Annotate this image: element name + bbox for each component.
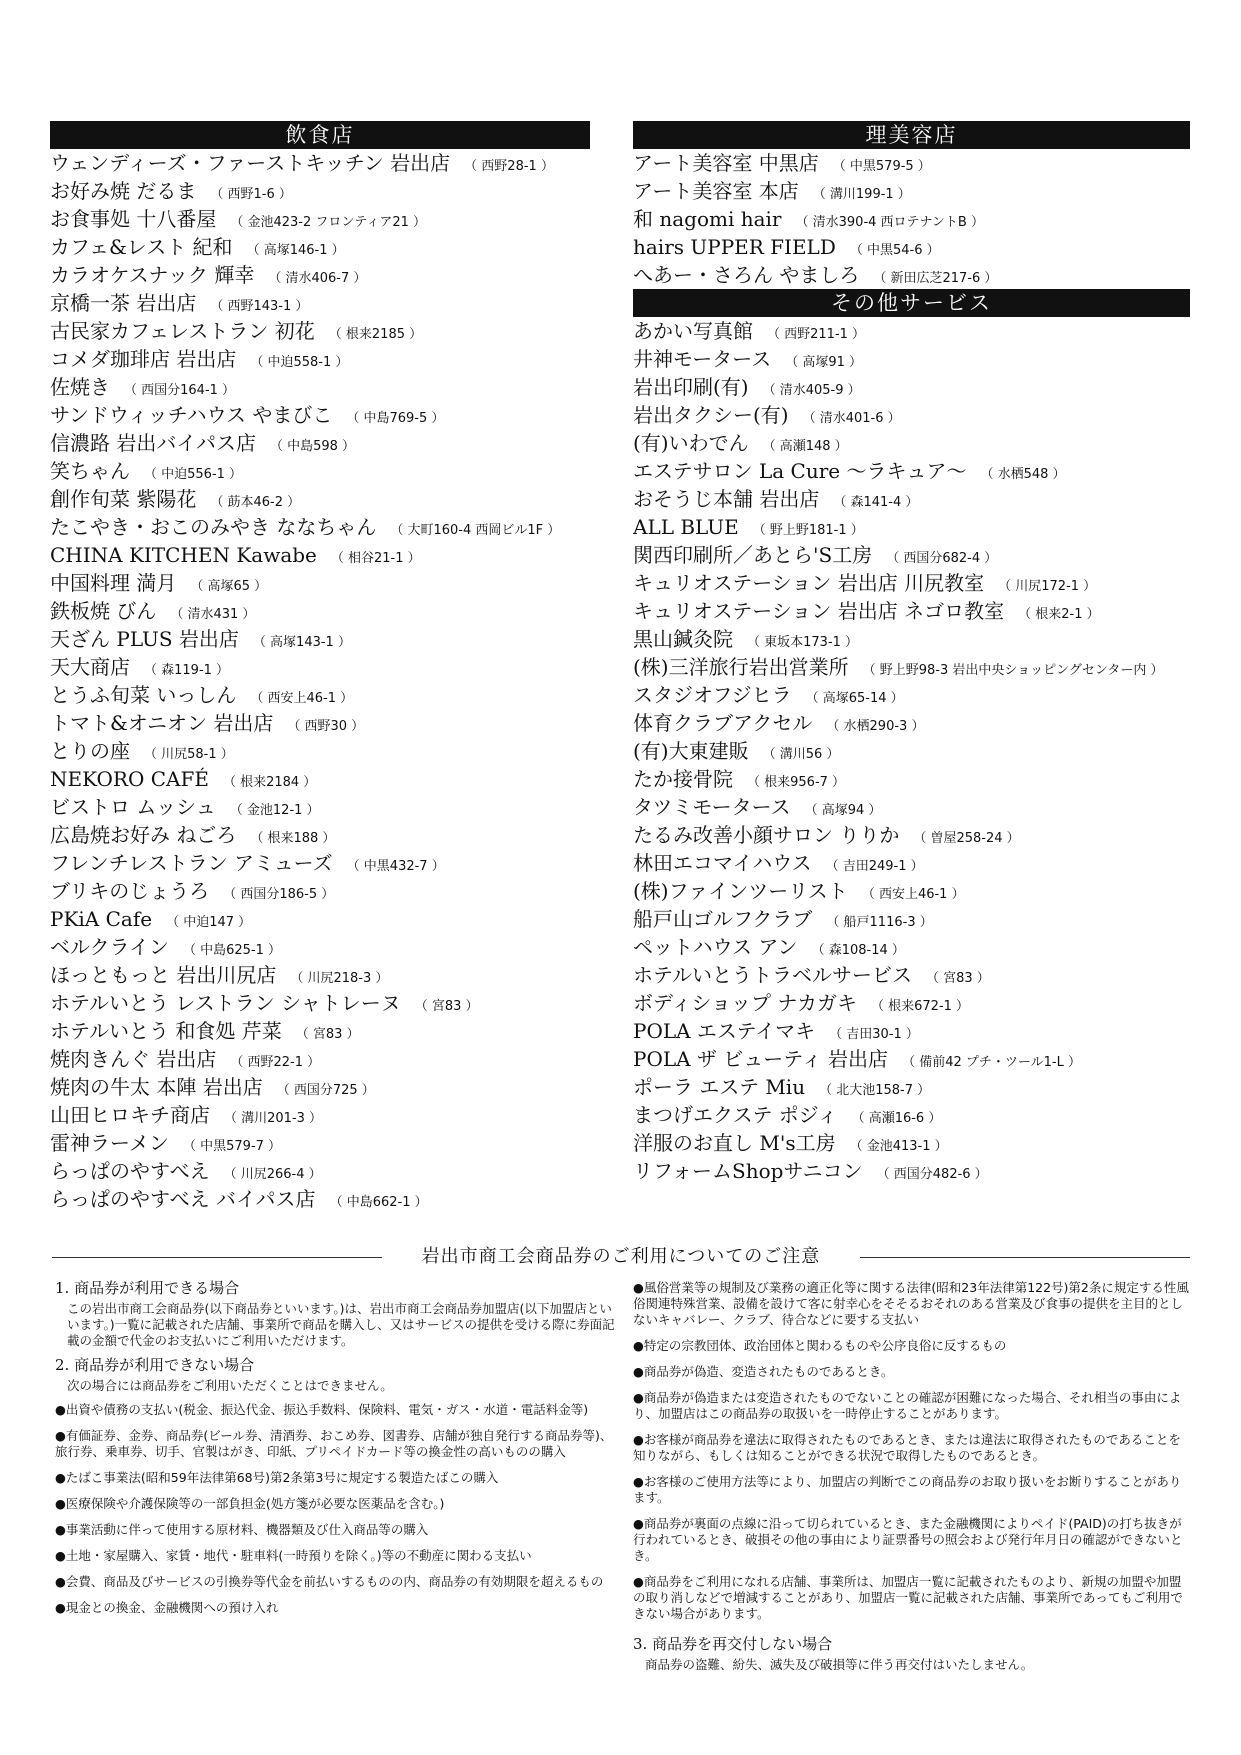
shop-address: （ 溝川201-3 ）	[224, 1111, 323, 1126]
shop-name: キュリオステーション 岩出店 ネゴロ教室	[633, 599, 1005, 623]
shop-name: (株)三洋旅行岩出営業所	[633, 655, 849, 679]
shop-name: 林田エコマイハウス	[633, 851, 812, 875]
shop-name: フレンチレストラン アミューズ	[50, 851, 333, 875]
shop-address: （ 根来2-1 ）	[1018, 607, 1100, 622]
shop-name: ベルクライン	[50, 935, 169, 959]
shop-address: （ 森141-4 ）	[833, 495, 919, 510]
notice-item: ●事業活動に伴って使用する原材料、機器類及び仕入商品等の購入	[55, 1522, 429, 1537]
restaurant-entry	[50, 429, 590, 457]
notice-item: ●土地・家屋購入、家賃・地代・駐車料(一時預りを除く。)等の不動産に関わる支払い	[55, 1548, 532, 1563]
shop-name: らっぱのやすべえ	[50, 1159, 210, 1183]
service-entry	[633, 541, 1190, 569]
service-entry	[633, 625, 1190, 653]
shop-address: （ 根来672-1 ）	[870, 999, 970, 1014]
restaurant-entry	[50, 513, 590, 541]
service-entry	[633, 457, 1190, 485]
shop-address: （ 高塚146-1 ）	[246, 243, 345, 258]
shop-address: （ 根来2184 ）	[222, 775, 317, 790]
beauty-salon-entry	[633, 177, 1190, 205]
notice-left-column	[55, 1280, 615, 1626]
shop-name: 京橋一茶 岩出店	[50, 291, 197, 315]
service-entry	[633, 989, 1190, 1017]
notice-items-right	[633, 1280, 1193, 1622]
notice-title	[52, 1244, 1190, 1270]
restaurant-entry	[50, 345, 590, 373]
shop-address: （ 曽屋258-24 ）	[913, 831, 1020, 846]
shop-name: あかい写真館	[633, 319, 753, 343]
restaurant-entry	[50, 849, 590, 877]
shop-address: （ 北大池158-7 ）	[819, 1083, 931, 1098]
service-entry	[633, 429, 1190, 457]
shop-name: CHINA KITCHEN Kawabe	[50, 543, 317, 567]
notice-item: ●商品券が裏面の点線に沿って切られているとき、また金融機関によりペイド(PAID)の打ち抜きが行われているとき、破損その他の事由により証票番号の照会および発行年月日の確認ができないとき。	[633, 1516, 1183, 1563]
shop-address: （ 森108-14 ）	[811, 943, 905, 958]
other-services-list	[633, 317, 1190, 1185]
shop-address: （ 川尻58-1 ）	[144, 747, 234, 762]
restaurants-header: 飲食店	[50, 121, 590, 149]
shop-name: ボディショップ ナカガキ	[633, 991, 857, 1015]
shop-name: ホテルいとうトラベルサービス	[633, 963, 912, 987]
shop-address: （ 中島598 ）	[269, 439, 356, 454]
shop-name: PKiA Cafe	[50, 907, 153, 931]
shop-address: （ 溝川56 ）	[762, 747, 840, 762]
restaurant-entry	[50, 653, 590, 681]
restaurant-entry	[50, 877, 590, 905]
shop-address: （ 金池12-1 ）	[229, 803, 320, 818]
shop-name: (有)いわでん	[633, 431, 749, 455]
restaurant-entry	[50, 1101, 590, 1129]
shop-name: 体育クラブアクセル	[633, 711, 813, 735]
service-entry	[633, 933, 1190, 961]
service-entry	[633, 1073, 1190, 1101]
restaurant-entry	[50, 1017, 590, 1045]
shop-address: （ 西国分725 ）	[276, 1083, 375, 1098]
shop-name: (株)ファインツーリスト	[633, 879, 848, 903]
service-entry	[633, 1129, 1190, 1157]
shop-name: POLA ザ ビューティ 岩出店	[633, 1047, 889, 1071]
shop-name: カフェ&レスト 紀和	[50, 235, 233, 259]
service-entry	[633, 681, 1190, 709]
shop-address: （ 西国分186-5 ）	[223, 887, 335, 902]
shop-name: ポーラ エステ Miu	[633, 1075, 806, 1099]
restaurant-list	[50, 149, 590, 1213]
shop-address: （ 中黒54-6 ）	[849, 243, 940, 258]
shop-address: （ 西野28-1 ）	[464, 159, 554, 174]
restaurant-entry	[50, 1129, 590, 1157]
shop-address: （ 森119-1 ）	[144, 663, 230, 678]
shop-name: 古民家カフェレストラン 初花	[50, 319, 315, 343]
shop-name: とりの座	[50, 739, 130, 763]
shop-address: （ 新田広芝217-6 ）	[873, 271, 998, 286]
shop-name: 洋服のお直し M's工房	[633, 1131, 836, 1155]
shop-name: POLA エステイマキ	[633, 1019, 816, 1043]
service-entry	[633, 569, 1190, 597]
shop-name: 鉄板焼 びん	[50, 599, 157, 623]
shop-name: 焼肉きんぐ 岩出店	[50, 1047, 217, 1071]
shop-address: （ 高塚65 ）	[190, 579, 268, 594]
notice-item: ●お客様が商品券を違法に取得されたものであるとき、または違法に取得されたものであることを知りながら、もしくは知ることができる状況で取得したものであるとき。	[633, 1432, 1181, 1463]
shop-address: （ 宮83 ）	[414, 999, 479, 1014]
shop-address: （ 西安上46-1 ）	[250, 691, 354, 706]
service-entry	[633, 317, 1190, 345]
restaurant-entry	[50, 149, 590, 177]
shop-name: ホテルいとう レストラン シャトレーヌ	[50, 991, 401, 1015]
shop-address: （ 中黒432-7 ）	[346, 859, 445, 874]
shop-address: （ 西野143-1 ）	[210, 299, 309, 314]
notice-section3-body: 商品券の盗難、紛失、滅失及び破損等に伴う再交付はいたしません。	[645, 1657, 1034, 1672]
service-entry	[633, 737, 1190, 765]
notice-item: ●現金との換金、金融機関への預け入れ	[55, 1600, 279, 1615]
shop-address: （ 水栖290-3 ）	[826, 719, 925, 734]
shop-address: （ 根来2185 ）	[328, 327, 423, 342]
notice-item: ●会費、商品及びサービスの引換券等代金を前払いするものの内、商品券の有効期限を超えるもの	[55, 1574, 604, 1589]
restaurant-entry	[50, 541, 590, 569]
shop-name: ペットハウス アン	[633, 935, 798, 959]
restaurant-entry	[50, 821, 590, 849]
shop-name: 関西印刷所／あとら'S工房	[633, 543, 873, 567]
shop-name: アート美容室 本店	[633, 179, 799, 203]
service-entry	[633, 653, 1190, 681]
restaurant-entry	[50, 765, 590, 793]
notice-item: ●風俗営業等の規制及び業務の適正化等に関する法律(昭和23年法律第122号)第2条に規定する性風俗関連特殊営業、設備を設けて客に射幸心をそそるおそれのある営業及び食事の提供を主目的としないキャバレー、クラブ、待合などに要する支払い	[633, 1280, 1189, 1327]
restaurant-entry	[50, 989, 590, 1017]
shop-address: （ 吉田30-1 ）	[829, 1027, 919, 1042]
restaurant-entry	[50, 177, 590, 205]
shop-name: 佐焼き	[50, 375, 110, 399]
shop-name: ほっともっと 岩出川尻店	[50, 963, 277, 987]
shop-address: （ 川尻218-3 ）	[290, 971, 389, 986]
shop-address: （ 西野1-6 ）	[210, 187, 292, 202]
shop-address: （ 野上野98-3 岩出中央ショッピングセンター内 ）	[862, 663, 1164, 678]
restaurant-entry	[50, 569, 590, 597]
shop-address: （ 中黒579-7 ）	[183, 1139, 282, 1154]
shop-name: 天ざん PLUS 岩出店	[50, 627, 239, 651]
shop-address: （ 中迫558-1 ）	[250, 355, 349, 370]
shop-name: 和 nagomi hair	[633, 207, 782, 231]
shop-address: （ 吉田249-1 ）	[825, 859, 924, 874]
notice-title-row	[52, 1244, 1190, 1270]
service-entry	[633, 765, 1190, 793]
shop-name: 井神モータース	[633, 347, 772, 371]
shop-address: （ 中島625-1 ）	[183, 943, 282, 958]
restaurant-entry	[50, 709, 590, 737]
shop-name: リフォームShopサニコン	[633, 1159, 863, 1183]
shop-address: （ 根来188 ）	[250, 831, 336, 846]
shop-name: カラオケスナック 輝幸	[50, 263, 255, 287]
notice-item: ●商品券が偽造または変造されたものでないことの確認が困難になった場合、それ相当の事由により、加盟店はこの商品券の取扱いを一時停止することがあります。	[633, 1390, 1182, 1421]
shop-name: 中国料理 満月	[50, 571, 177, 595]
shop-name: たるみ改善小顔サロン りりか	[633, 823, 900, 847]
notice-section3-heading: 3. 商品券を再交付しない場合	[633, 1635, 833, 1653]
beauty-salon-entry	[633, 205, 1190, 233]
shop-name: お食事処 十八番屋	[50, 207, 217, 231]
shop-address: （ 西国分682-4 ）	[886, 551, 998, 566]
shop-name: お好み焼 だるま	[50, 179, 197, 203]
service-entry	[633, 877, 1190, 905]
notice-item: ●有価証券、金券、商品券(ビール券、清酒券、おこめ券、図書券、店舗が独自発行する商品券等)、旅行券、乗車券、切手、官製はがき、印紙、プリペイドカード等の換金性の高いものの購入	[55, 1428, 613, 1459]
shop-name: 船戸山ゴルフクラブ	[633, 907, 813, 931]
shop-name: スタジオフジヒラ	[633, 683, 792, 707]
notice-section1-body: この岩出市商工会商品券(以下商品券といいます。)は、岩出市商工会商品券加盟店(以下加盟店といいます。)一覧に記載された店舗、事業所で商品を購入し、又はサービスの提供を受ける際に券面記載の金額で代金のお支払いにご利用いただけます。	[67, 1301, 615, 1348]
beauty-header: 理美容店	[633, 121, 1190, 149]
notice-items-left	[55, 1402, 615, 1616]
shop-name: とうふ旬菜 いっしん	[50, 683, 237, 707]
shop-address: （ 清水390-4 西ロテナントB ）	[795, 215, 984, 230]
shop-address: （ 清水431 ）	[170, 607, 256, 622]
restaurant-entry	[50, 1157, 590, 1185]
service-entry	[633, 1045, 1190, 1073]
service-entry	[633, 905, 1190, 933]
shop-name: 広島焼お好み ねごろ	[50, 823, 237, 847]
shop-address: （ 野上野181-1 ）	[752, 523, 864, 538]
shop-name: ALL BLUE	[633, 515, 739, 539]
restaurant-entry	[50, 205, 590, 233]
services-column	[633, 121, 1190, 1185]
restaurant-entry	[50, 1073, 590, 1101]
beauty-salon-entry	[633, 149, 1190, 177]
shop-name: 黒山鍼灸院	[633, 627, 733, 651]
shop-name: らっぱのやすべえ バイパス店	[50, 1187, 316, 1211]
shop-address: （ 中島662-1 ）	[329, 1195, 428, 1210]
shop-address: （ 水栖548 ）	[980, 467, 1066, 482]
shop-address: （ 中迫556-1 ）	[144, 467, 243, 482]
shop-name: たこやき・おこのみやき ななちゃん	[50, 515, 377, 539]
notice-item: ●たばこ事業法(昭和59年法律第68号)第2条第3号に規定する製造たばこの購入	[55, 1470, 499, 1485]
shop-address: （ 高瀬148 ）	[762, 439, 848, 454]
service-entry	[633, 1157, 1190, 1185]
shop-address: （ 溝川199-1 ）	[812, 187, 911, 202]
notice-section2-intro: 次の場合には商品券をご利用いただくことはできません。	[67, 1378, 393, 1393]
shop-address: （ 宮83 ）	[295, 1027, 360, 1042]
shop-address: （ 船戸1116-3 ）	[826, 915, 933, 930]
shop-name: まつげエクステ ポジィ	[633, 1103, 838, 1127]
restaurant-entry	[50, 905, 590, 933]
shop-address: （ 川尻172-1 ）	[998, 579, 1097, 594]
notice-title-text: 岩出市商工会商品券のご利用についてのご注意	[408, 1246, 835, 1267]
shop-address: （ 中黒579-5 ）	[832, 159, 931, 174]
shop-address: （ 高塚94 ）	[804, 803, 882, 818]
shop-address: （ 金池423-2 フロンティア21 ）	[230, 215, 427, 230]
restaurant-entry	[50, 625, 590, 653]
service-entry	[633, 485, 1190, 513]
shop-address: （ 中島769-5 ）	[346, 411, 445, 426]
restaurant-entry	[50, 373, 590, 401]
shop-name: たか接骨院	[633, 767, 733, 791]
shop-address: （ 高塚65-14 ）	[805, 691, 904, 706]
shop-name: ビストロ ムッシュ	[50, 795, 216, 819]
beauty-salon-entry	[633, 233, 1190, 261]
shop-address: （ 西国分164-1 ）	[124, 383, 236, 398]
shop-address: （ 大町160-4 西岡ビル1F ）	[390, 523, 561, 538]
shop-address: （ 川尻266-4 ）	[223, 1167, 322, 1182]
shop-address: （ 清水401-6 ）	[802, 411, 901, 426]
service-entry	[633, 373, 1190, 401]
beauty-list	[633, 149, 1190, 289]
shop-name: コメダ珈琲店 岩出店	[50, 347, 237, 371]
restaurant-entry	[50, 1185, 590, 1213]
notice-item: ●商品券をご利用になれる店舗、事業所は、加盟店一覧に記載されたものより、新規の加盟や加盟の取り消しなどで増減することがあり、加盟店一覧に記載された店舗、事業所であってもご利用できない場合があります。	[633, 1574, 1183, 1621]
service-entry	[633, 401, 1190, 429]
shop-name: (有)大東建販	[633, 739, 749, 763]
restaurant-entry	[50, 401, 590, 429]
restaurant-entry	[50, 737, 590, 765]
service-entry	[633, 1101, 1190, 1129]
other-services-header: その他サービス	[633, 289, 1190, 317]
service-entry	[633, 821, 1190, 849]
shop-name: キュリオステーション 岩出店 川尻教室	[633, 571, 985, 595]
shop-address: （ 莇本46-2 ）	[210, 495, 301, 510]
shop-name: 信濃路 岩出バイパス店	[50, 431, 256, 455]
shop-name: 創作旬菜 紫陽花	[50, 487, 197, 511]
shop-address: （ 相谷21-1 ）	[330, 551, 421, 566]
shop-address: （ 高塚143-1 ）	[252, 635, 351, 650]
shop-address: （ 高塚91 ）	[785, 355, 863, 370]
service-entry	[633, 513, 1190, 541]
restaurant-entry	[50, 793, 590, 821]
service-entry	[633, 709, 1190, 737]
restaurant-entry	[50, 681, 590, 709]
restaurant-entry	[50, 933, 590, 961]
shop-name: 岩出タクシー(有)	[633, 403, 789, 427]
shop-address: （ 西国分482-6 ）	[876, 1167, 988, 1182]
shop-address: （ 根来956-7 ）	[747, 775, 846, 790]
shop-name: トマト&オニオン 岩出店	[50, 711, 274, 735]
shop-name: hairs UPPER FIELD	[633, 235, 836, 259]
notice-section1-heading: 1. 商品券が利用できる場合	[55, 1279, 240, 1297]
restaurant-entry	[50, 485, 590, 513]
shop-name: 岩出印刷(有)	[633, 375, 749, 399]
restaurant-entry	[50, 1045, 590, 1073]
service-entry	[633, 345, 1190, 373]
shop-name: ブリキのじょうろ	[50, 879, 210, 903]
service-entry	[633, 1017, 1190, 1045]
service-entry	[633, 597, 1190, 625]
shop-name: エステサロン La Cure ～ラキュア～	[633, 459, 967, 483]
shop-name: タツミモータース	[633, 795, 791, 819]
restaurant-entry	[50, 961, 590, 989]
notice-right-column	[633, 1280, 1193, 1681]
restaurant-column	[50, 121, 590, 1213]
notice-item: ●特定の宗教団体、政治団体と関わるものや公序良俗に反するもの	[633, 1338, 1007, 1353]
beauty-salon-entry	[633, 261, 1190, 289]
shop-name: 天大商店	[50, 655, 130, 679]
shop-address: （ 備前42 プチ・ツール1-L ）	[902, 1055, 1081, 1070]
restaurant-entry	[50, 261, 590, 289]
service-entry	[633, 961, 1190, 989]
notice-section2-heading: 2. 商品券が利用できない場合	[55, 1356, 255, 1374]
restaurant-entry	[50, 597, 590, 625]
shop-name: 雷神ラーメン	[50, 1131, 169, 1155]
shop-name: NEKORO CAFÉ	[50, 767, 209, 791]
service-entry	[633, 793, 1190, 821]
shop-address: （ 宮83 ）	[926, 971, 990, 986]
notice-item: ●出資や債務の支払い(税金、振込代金、振込手数料、保険料、電気・ガス・水道・電話料金等)	[55, 1402, 589, 1417]
shop-address: （ 高瀬16-6 ）	[851, 1111, 942, 1126]
shop-name: サンドウィッチハウス やまびこ	[50, 403, 333, 427]
restaurant-entry	[50, 289, 590, 317]
shop-name: ホテルいとう 和食処 芹菜	[50, 1019, 282, 1043]
restaurant-entry	[50, 457, 590, 485]
shop-address: （ 西野22-1 ）	[230, 1055, 321, 1070]
shop-name: アート美容室 中黒店	[633, 151, 819, 175]
notice-item: ●お客様のご使用方法等により、加盟店の判断でこの商品券のお取り扱いをお断りすることがあります。	[633, 1474, 1182, 1505]
shop-name: おそうじ本舗 岩出店	[633, 487, 820, 511]
shop-address: （ 東坂本173-1 ）	[747, 635, 859, 650]
restaurant-entry	[50, 317, 590, 345]
shop-address: （ 中迫147 ）	[166, 915, 252, 930]
shop-address: （ 西野211-1 ）	[767, 327, 866, 342]
service-entry	[633, 849, 1190, 877]
restaurant-entry	[50, 233, 590, 261]
shop-address: （ 金池413-1 ）	[849, 1139, 948, 1154]
shop-name: へあー・さろん やましろ	[633, 263, 860, 287]
shop-address: （ 西安上46-1 ）	[861, 887, 965, 902]
shop-name: 焼肉の牛太 本陣 岩出店	[50, 1075, 263, 1099]
shop-name: 笑ちゃん	[50, 459, 130, 483]
notice-item: ●商品券が偽造、変造されたものであるとき。	[633, 1364, 894, 1379]
shop-name: 山田ヒロキチ商店	[50, 1103, 210, 1127]
notice-item: ●医療保険や介護保険等の一部負担金(処方箋が必要な医薬品を含む。)	[55, 1496, 445, 1511]
shop-address: （ 清水406-7 ）	[268, 271, 367, 286]
shop-address: （ 西野30 ）	[287, 719, 365, 734]
shop-name: ウェンディーズ・ファーストキッチン 岩出店	[50, 151, 451, 175]
shop-address: （ 清水405-9 ）	[762, 383, 861, 398]
